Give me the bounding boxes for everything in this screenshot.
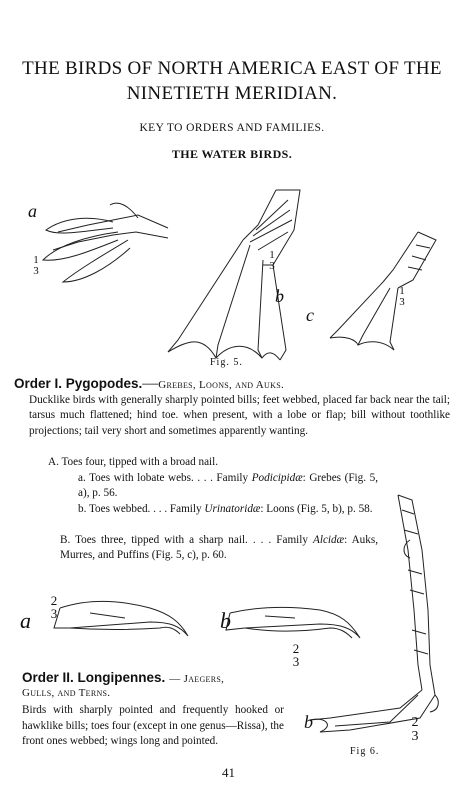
page-title-line1: THE BIRDS OF NORTH AMERICA EAST OF THE (22, 58, 442, 79)
bill-letter-b: b (220, 608, 231, 633)
fig5-letter-c: c (306, 305, 314, 325)
order2-heading: Order II. Longipennes. (22, 670, 166, 685)
order2-heading-line (22, 669, 292, 687)
order2-common-line2: Gulls, and Terns. (22, 687, 111, 699)
order1-common-names: Grebes, Loons, and Auks. (158, 379, 284, 391)
order1-dash: — (142, 375, 159, 392)
bill-letter-a: a (20, 608, 31, 633)
page-title-line2: NINETIETH MERIDIAN. (126, 83, 338, 104)
family-urinatoridae: Urinatoridæ (204, 503, 261, 515)
key-b-ref: : Auks, Murres, and Puffins (Fig. 5, c), p. 60. (60, 534, 378, 562)
fig5-letter-b: b (275, 286, 284, 306)
fig5-scale-c: 1 3 (399, 285, 405, 308)
fig6-letter-b: b (304, 712, 313, 732)
fig6-scale: 2 3 (411, 715, 419, 744)
order2-common-line1: — Jaegers, (169, 673, 225, 685)
page-number: 41 (222, 765, 235, 780)
fig5-feet-illustration (18, 170, 448, 365)
family-alcidae: Alcidæ (313, 534, 345, 546)
bills-illustration (30, 588, 400, 668)
order2-description: Birds with sharply pointed and frequently hooked or hawklike bills; toes four (except in one genus—Rissa), the front ones webbed; wings long and pointed. (22, 704, 284, 747)
family-podicipidae: Podicipidæ (251, 472, 303, 484)
fig5-letter-a: a (28, 201, 37, 221)
fig5-caption: Fig. 5. (210, 357, 243, 368)
key-a-a-ref: : Grebes (Fig. 5, a), p. 56. (78, 472, 378, 500)
order1-heading: Order I. Pygopodes. (14, 376, 143, 391)
order1-heading-line (14, 375, 454, 393)
bill-scale-b: 2 3 (292, 641, 300, 669)
key-subtitle: KEY TO ORDERS AND FAMILIES. (139, 122, 325, 134)
bill-scale-a: 2 3 (50, 593, 58, 621)
fig5-scale-b: 1 3 (269, 249, 275, 272)
key-a-b-ref: : Loons (Fig. 5, b), p. 58. (260, 503, 373, 515)
section-heading: THE WATER BIRDS. (171, 147, 293, 161)
fig6-caption: Fig 6. (350, 746, 380, 757)
key-a-a-text: a. Toes with lobate webs. . . . Family (78, 472, 249, 484)
key-b-text: B. Toes three, tipped with a sharp nail. . . . Family (60, 534, 308, 546)
key-a: A. Toes four, tipped with a broad nail. (48, 456, 219, 468)
fig5-scale-a: 1 3 (33, 254, 39, 277)
order1-description: Ducklike birds with generally sharply pointed bills; feet webbed, placed far back near the tail; tarsus much flattened; hind toe. when present, with a lobe or flap; bill without toothlike projections; tail very short and sometimes apparently wanting. (29, 394, 450, 437)
key-a-b-text: b. Toes webbed. . . . Family (78, 503, 202, 515)
